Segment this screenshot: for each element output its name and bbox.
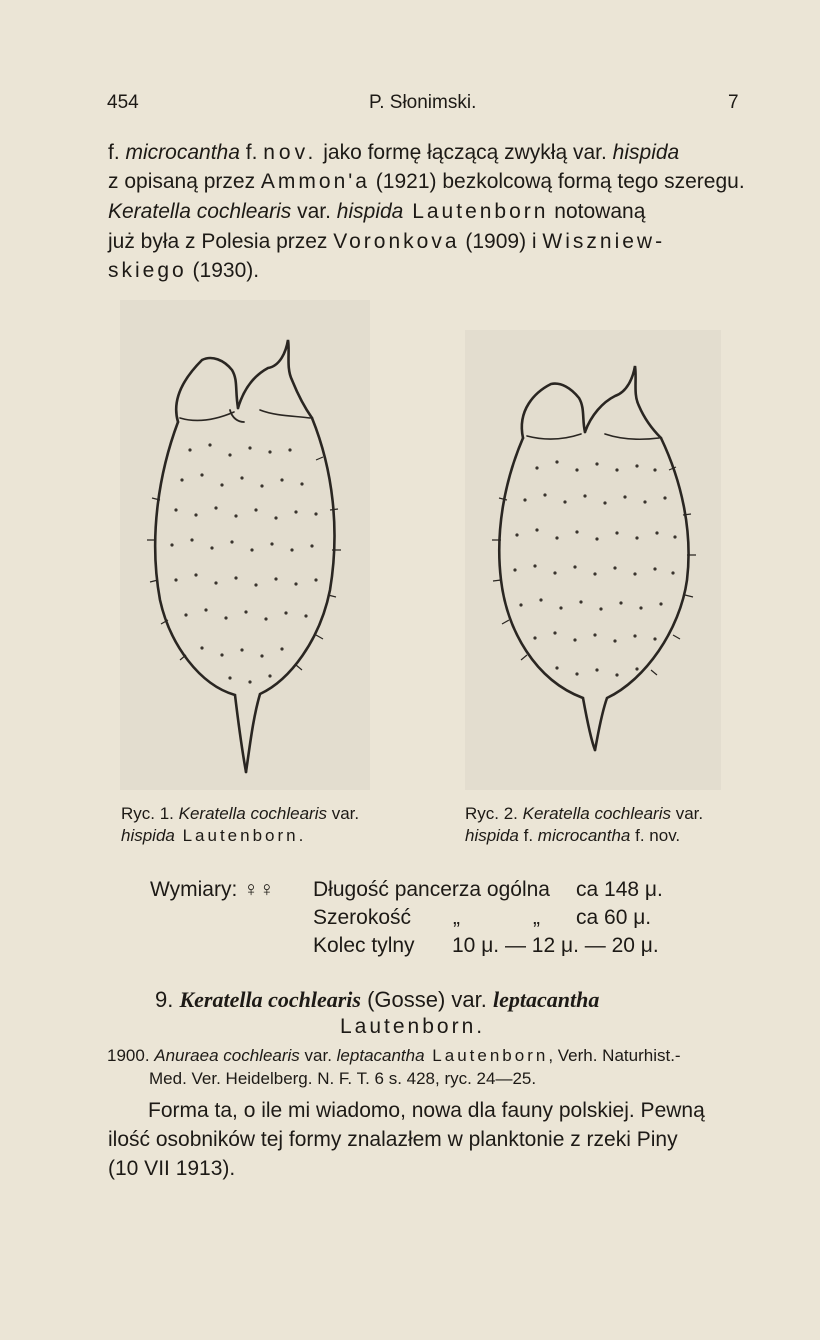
para1-line3: Keratella cochlearis var. hispida Lautenborn notowaną	[108, 200, 646, 223]
para2-line2: ilość osobników tej formy znalazłem w planktonie z rzeki Piny	[108, 1128, 678, 1151]
running-title: P. Słonimski.	[369, 92, 477, 113]
dimension-length-value: ca 148 μ.	[576, 878, 663, 901]
dimensions-label: Wymiary: ♀♀	[150, 878, 275, 901]
dimension-length-name: Długość pancerza ogólna	[313, 878, 550, 901]
keratella-hispida-drawing	[120, 300, 370, 790]
entry-9-heading: 9. Keratella cochlearis (Gosse) var. leptacantha	[155, 987, 600, 1012]
para1-line4: już była z Polesia przez Voronkova (1909) i Wiszniew-	[108, 230, 666, 253]
figure-2-illustration	[465, 330, 721, 790]
reference-line1: 1900. Anuraea cochlearis var. leptacantha Lautenborn, Verh. Naturhist.-	[107, 1046, 681, 1065]
section-number: 7	[728, 92, 739, 113]
figure-2-caption-line2: hispida f. microcantha f. nov.	[465, 826, 681, 845]
figure-1-caption-line1: Ryc. 1. Keratella cochlearis var.	[121, 804, 360, 823]
entry-9-author: Lautenborn.	[340, 1015, 486, 1038]
dimension-width-name: Szerokość	[313, 906, 412, 929]
reference-line2: Med. Ver. Heidelberg. N. F. T. 6 s. 428, ryc. 24—25.	[149, 1069, 537, 1088]
para2-line3: (10 VII 1913).	[108, 1157, 236, 1180]
para1-line5: skiego (1930).	[108, 259, 260, 282]
para1-line2: z opisaną przez Ammon'a (1921) bezkolcową formą tego szeregu.	[108, 170, 745, 193]
figure-2-caption-line1: Ryc. 2. Keratella cochlearis var.	[465, 804, 704, 823]
para2-line1: Forma ta, o ile mi wiadomo, nowa dla fauny polskiej. Pewną	[148, 1099, 705, 1122]
dimension-spine-name: Kolec tylny	[313, 934, 415, 957]
para1-line1: f. microcantha f. nov. jako formę łączącą zwykłą var. hispida	[108, 141, 680, 164]
ditto-mark-2: „	[533, 906, 540, 929]
keratella-microcantha-drawing	[465, 330, 721, 790]
page-number: 454	[107, 92, 139, 113]
figure-1-caption-line2: hispida Lautenborn.	[121, 826, 307, 845]
dimension-spine-value: 10 μ. — 12 μ. — 20 μ.	[452, 934, 659, 957]
ditto-mark-1: „	[453, 906, 460, 929]
figure-1-illustration	[120, 300, 370, 790]
dimension-width-value: ca 60 μ.	[576, 906, 652, 929]
